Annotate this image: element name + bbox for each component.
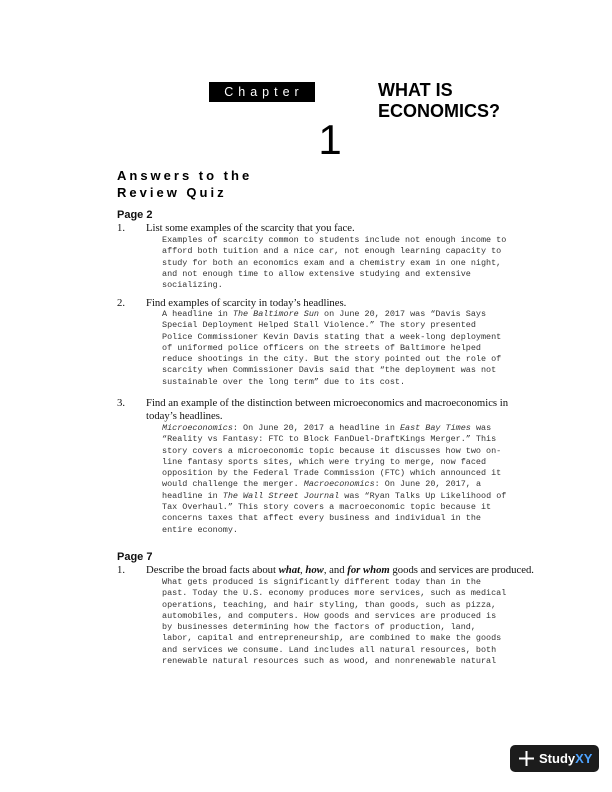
- answer-line: concerns taxes that affect every business and individual in the: [162, 513, 481, 524]
- answer-line: sustainable over the long term” due to its cost.: [162, 376, 406, 387]
- question-text: Describe the broad facts about what, how, and for whom goods and services are produced.: [146, 564, 534, 576]
- answer-line: Examples of scarcity common to students include not enough income to: [162, 235, 507, 245]
- answer-line: by businesses determining how the factors of production, land,: [162, 622, 476, 633]
- question-number: 2.: [117, 297, 126, 309]
- answer-1: [162, 235, 582, 291]
- answer-line: scarcity when Commissioner Davis said that “the deployment was not: [162, 365, 497, 376]
- plus-icon: [519, 751, 534, 766]
- answer-3: [162, 423, 582, 536]
- answer-line: Microeconomics: On June 20, 2017 a headline in East Bay Times was: [162, 423, 492, 433]
- question-number: 1.: [117, 222, 126, 234]
- answers-heading-line2: Review Quiz: [117, 185, 227, 200]
- chapter-label: Chapter: [209, 82, 315, 102]
- answer-line: would challenge the merger. Macroeconomics: On June 20, 2017, a: [162, 479, 482, 490]
- answer-line: opposition by the Federal Trade Commission (FTC) which announced it: [162, 468, 502, 479]
- answer-line: “Reality vs Fantasy: FTC to Block FanDuel-DraftKings Merger.” This: [162, 434, 497, 445]
- answer-line: study for both an economics exam and a chemistry exam in one night,: [162, 257, 502, 268]
- answer-line: and services we consume. Land includes all natural resources, both: [162, 644, 497, 655]
- answer-line: reduce shootings in the city. But the story pointed out the role of: [162, 354, 502, 365]
- question-text: Find an example of the distinction between microeconomics and macroeconomics in today’s headlines.: [146, 397, 509, 422]
- answer-line: afford both tuition and a nice car, not enough learning capacity to: [162, 246, 502, 257]
- answers-heading: [117, 167, 337, 201]
- answer-2: [162, 309, 582, 388]
- question-text: Find examples of scarcity in today’s headlines.: [146, 297, 347, 309]
- chapter-title-line1: WHAT IS: [378, 80, 453, 100]
- answer-line: story covers a microeconomic topic because it discusses how two on-: [162, 445, 502, 456]
- page-label-7: Page 7: [117, 551, 153, 563]
- answer-line: What gets produced is significantly different today than in the: [162, 577, 481, 587]
- question-number: 3.: [117, 397, 126, 409]
- chapter-number: 1: [318, 116, 342, 163]
- answer-line: socializing.: [162, 280, 223, 291]
- answer-line: renewable natural resources such as wood, and nonrenewable natural: [162, 656, 497, 667]
- answer-line: of uniformed police officers on the streets of Baltimore helped: [162, 342, 481, 353]
- question-1: [117, 222, 577, 235]
- question-2: [117, 297, 577, 310]
- question-page7-1: [117, 564, 577, 577]
- badge-label-xy: XY: [575, 751, 593, 766]
- answer-line: line fantasy sports sites, which were trying to merge, now faced: [162, 456, 487, 467]
- answer-line: operations, teaching, and hair styling, than goods, such as pizza,: [162, 599, 497, 610]
- question-text: List some examples of the scarcity that you face.: [146, 222, 355, 234]
- studyxy-badge[interactable]: [510, 745, 599, 772]
- answer-line: labor, capital and entrepreneurship, are combined to make the goods: [162, 633, 502, 644]
- answer-line: A headline in The Baltimore Sun on June 20, 2017 was “Davis Says: [162, 309, 487, 319]
- answer-line: past. Today the U.S. economy produces more services, such as medical: [162, 588, 507, 599]
- page-label-2: Page 2: [117, 209, 153, 221]
- answer-line: Special Deployment Helped Stall Violence.” The story presented: [162, 320, 476, 331]
- answer-page7-1: [162, 577, 582, 667]
- answer-line: and not enough time to allow extensive studying and extensive: [162, 268, 471, 279]
- question-3: [117, 397, 577, 422]
- chapter-title: [378, 80, 578, 122]
- answer-line: Tax Overhaul.” This story covers a macroeconomic topic because it: [162, 502, 492, 513]
- answer-line: automobiles, and computers. How goods and services are produced is: [162, 610, 497, 621]
- question-number: 1.: [117, 564, 126, 576]
- chapter-title-line2: ECONOMICS?: [378, 101, 501, 121]
- answer-line: entire economy.: [162, 524, 238, 535]
- answer-line: headline in The Wall Street Journal was “Ryan Talks Up Likelihood of: [162, 490, 507, 501]
- answers-heading-line1: Answers to the: [117, 168, 253, 183]
- answer-line: Police Commissioner Kevin Davis stating that a week-long deployment: [162, 331, 502, 342]
- badge-label-study: Study: [539, 751, 576, 766]
